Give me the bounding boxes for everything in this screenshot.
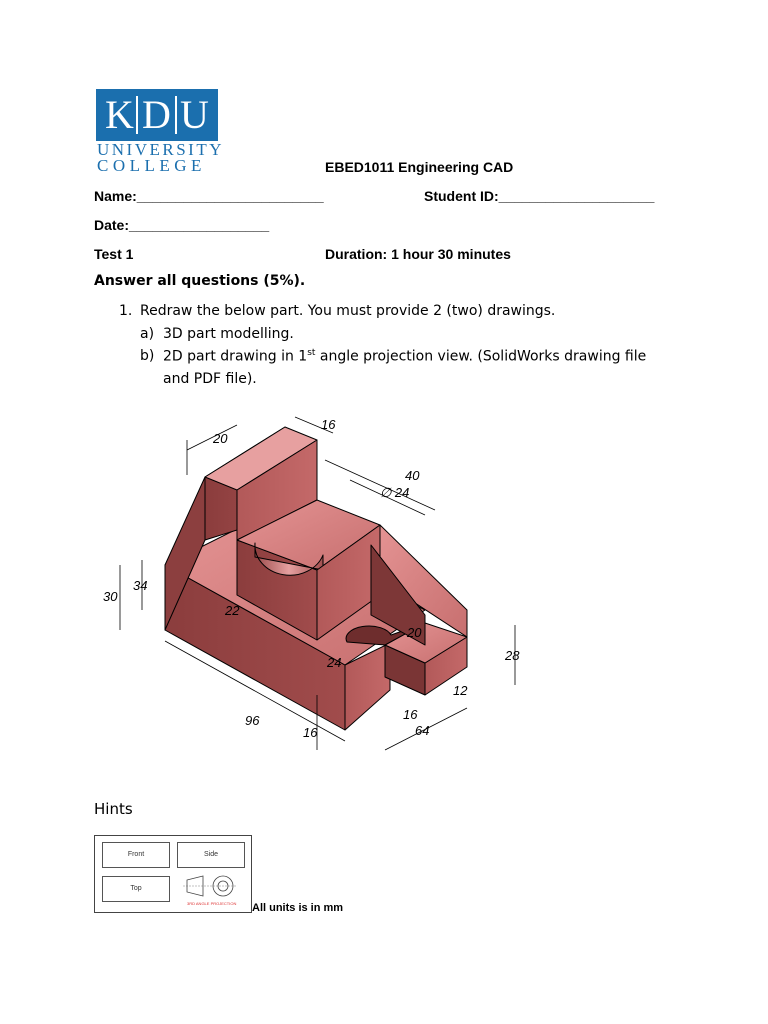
hint-front-box: Front	[102, 842, 170, 868]
dim-label-5: 34	[133, 578, 148, 593]
duration-label: Duration: 1 hour 30 minutes	[325, 246, 511, 262]
dim-label-12: 96	[245, 713, 260, 728]
dim-label-10: 12	[453, 683, 468, 698]
subquestion-b-text-line2: and PDF file).	[163, 371, 257, 387]
hint-top-box: Top	[102, 876, 170, 902]
dim-label-11: 16	[403, 707, 418, 722]
dim-label-1: 16	[321, 417, 336, 432]
dim-label-7: 20	[407, 625, 422, 640]
subquestion-b-text: 2D part drawing in 1st angle projection view. (SolidWorks drawing file	[163, 348, 647, 365]
dim-label-0: 20	[213, 431, 228, 446]
dim-label-4: 30	[103, 589, 118, 604]
logo-letter-d: D	[142, 92, 171, 137]
date-field: Date:__________________	[94, 217, 270, 233]
projection-symbol-icon	[181, 874, 241, 908]
dim-label-8: 28	[505, 648, 520, 663]
projection-caption: 3RD ANGLE PROJECTION	[187, 901, 237, 906]
hints-figure	[94, 835, 252, 913]
student-id-field: Student ID:____________________	[424, 188, 655, 204]
isometric-part-drawing	[95, 405, 535, 795]
instructions: Answer all questions (5%).	[94, 273, 306, 289]
dim-label-9: 24	[327, 655, 342, 670]
dim-label-2: 40	[405, 468, 420, 483]
hint-side-box: Side	[177, 842, 245, 868]
course-title: EBED1011 Engineering CAD	[325, 159, 514, 175]
question-number: 1.	[119, 303, 133, 319]
name-field: Name:________________________	[94, 188, 324, 204]
logo-letter-u: U	[180, 92, 209, 137]
dim-label-14: 64	[415, 723, 430, 738]
dim-label-6: 22	[225, 603, 240, 618]
subquestion-a-label: a)	[140, 326, 155, 342]
logo-college: COLLEGE	[97, 156, 206, 175]
test-label: Test 1	[94, 246, 134, 262]
dim-label-3: ∅ 24	[380, 485, 410, 500]
logo-letter-k: K	[105, 92, 134, 137]
logo-university: UNIVERSITY	[97, 140, 224, 159]
units-note: All units is in mm	[252, 902, 344, 914]
subquestion-a-text: 3D part modelling.	[163, 326, 294, 342]
hints-title: Hints	[94, 800, 133, 818]
kdu-logo	[96, 89, 218, 141]
subquestion-b-label: b)	[140, 348, 155, 364]
question-text: Redraw the below part. You must provide 2 (two) drawings.	[140, 303, 556, 319]
dim-label-13: 16	[303, 725, 318, 740]
